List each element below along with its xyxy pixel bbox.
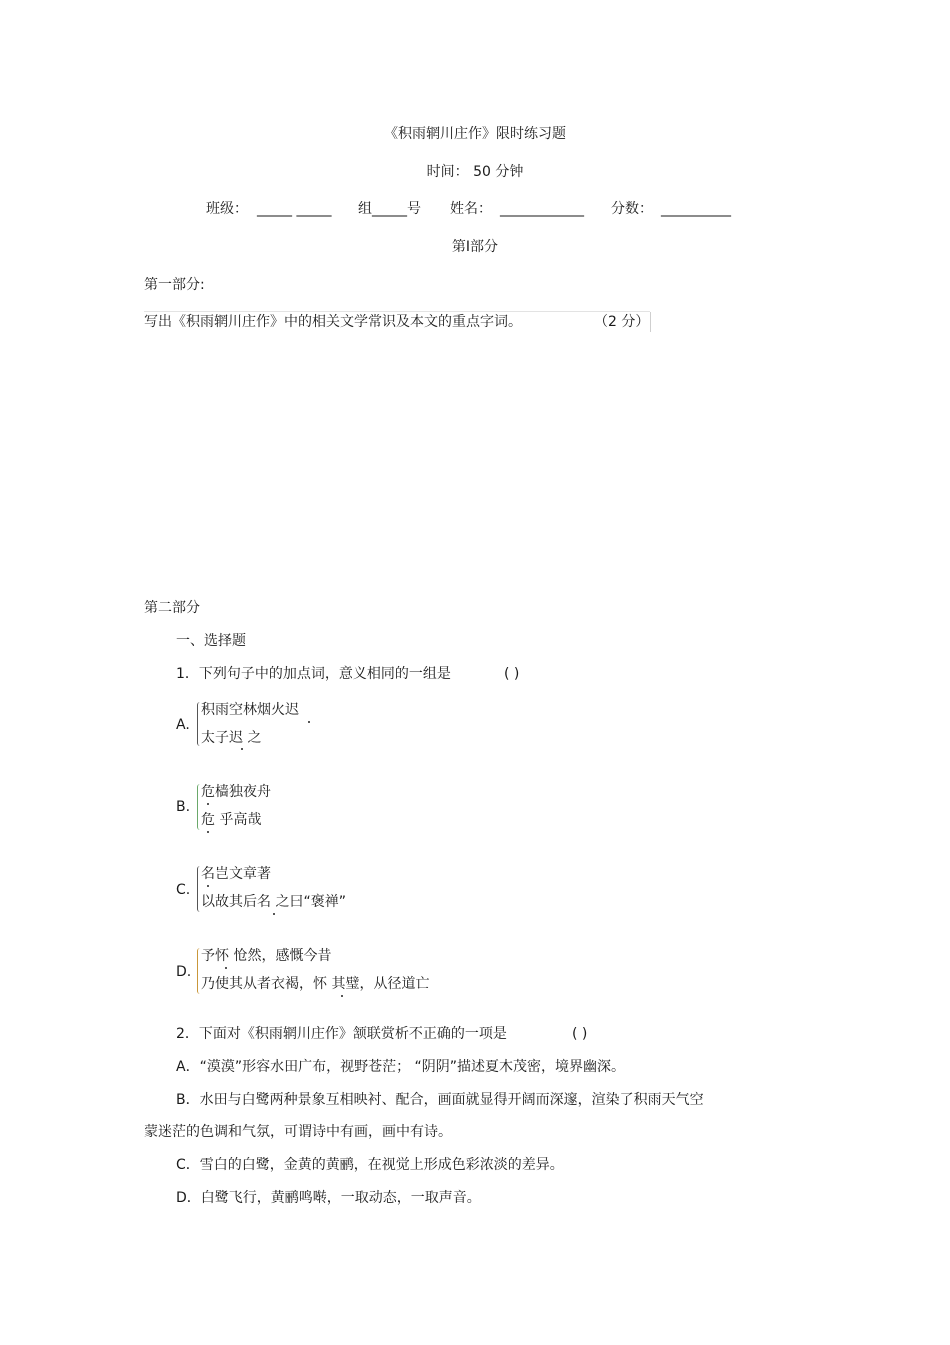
group-label[interactable]: 组_____号 [358,201,421,217]
score-blank[interactable]: __________ [661,201,731,217]
emphasis-dot-icon [341,995,343,997]
q2-option-a: A．“漠漠”形容水田广布，视野苍茫； “阴阴”描述夏木茂密，境界幽深。 [176,1059,626,1075]
option-line-2: 太子迟 之 [201,730,262,746]
emphasis-dot-icon [241,748,243,750]
option-line-2: 危 乎高哉 [201,812,262,828]
name-label: 姓名： [450,201,492,217]
emphasis-dot-icon [207,885,209,887]
box-right-edge [650,312,651,332]
q2-answer-paren[interactable]: ( ) [572,1026,588,1042]
part1-points: （2 分） [594,314,650,330]
q2-option-d: D．白鹭飞行，黄鹂鸣啭，一取动态，一取声音。 [176,1190,481,1206]
emphasis-dot-icon [308,721,310,723]
option-label: A. [176,717,190,733]
q2-option-c: C．雪白的白鹭，金黄的黄鹂，在视觉上形成色彩浓淡的差异。 [176,1157,564,1173]
class-label: 班级： [206,201,248,217]
section-heading: 一、选择题 [176,633,246,649]
part-title: 第Ⅰ部分 [451,239,499,255]
time-limit: 时间： 50 分钟 [426,164,524,180]
name-blank[interactable]: ____________ [500,201,584,217]
part2-heading: 第二部分 [144,600,200,616]
part1-instruction: 写出《积雨辋川庄作》中的相关文学常识及本文的重点字词。 [144,314,522,330]
option-line-2: 乃使其从者衣褐，怀 其璧，从径道亡 [201,976,430,992]
part1-heading: 第一部分: [144,277,205,293]
emphasis-dot-icon [207,803,209,805]
option-label: D. [176,964,192,980]
option-label: C. [176,882,191,898]
option-label: B. [176,799,191,815]
q1-answer-paren[interactable]: ( ) [504,666,520,682]
page-title: 《积雨辋川庄作》限时练习题 [384,126,566,142]
emphasis-dot-icon [207,831,209,833]
option-line-2: 以故其后名 之曰“褒禅” [201,894,346,910]
option-line-1: 名岂文章著 [201,866,271,882]
class-blank[interactable]: _____ _____ [257,201,332,217]
emphasis-dot-icon [273,913,275,915]
option-line-1: 危樯独夜舟 [201,784,271,800]
q2-option-b-line-2: 蒙迷茫的色调和气氛，可谓诗中有画，画中有诗。 [144,1124,452,1140]
q2-option-b-line-1: B．水田与白鹭两种景象互相映衬、配合，画面就显得开阔而深邃，渲染了积雨天气空 [176,1092,704,1108]
q1-stem: 1．下列句子中的加点词，意义相同的一组是 [176,666,451,682]
score-label: 分数： [611,201,653,217]
q2-stem: 2．下面对《积雨辋川庄作》颔联赏析不正确的一项是 [176,1026,507,1042]
emphasis-dot-icon [225,967,227,969]
option-line-1: 予怀 怆然，感慨今昔 [201,948,332,964]
option-line-1: 积雨空林烟火迟 [201,702,299,718]
